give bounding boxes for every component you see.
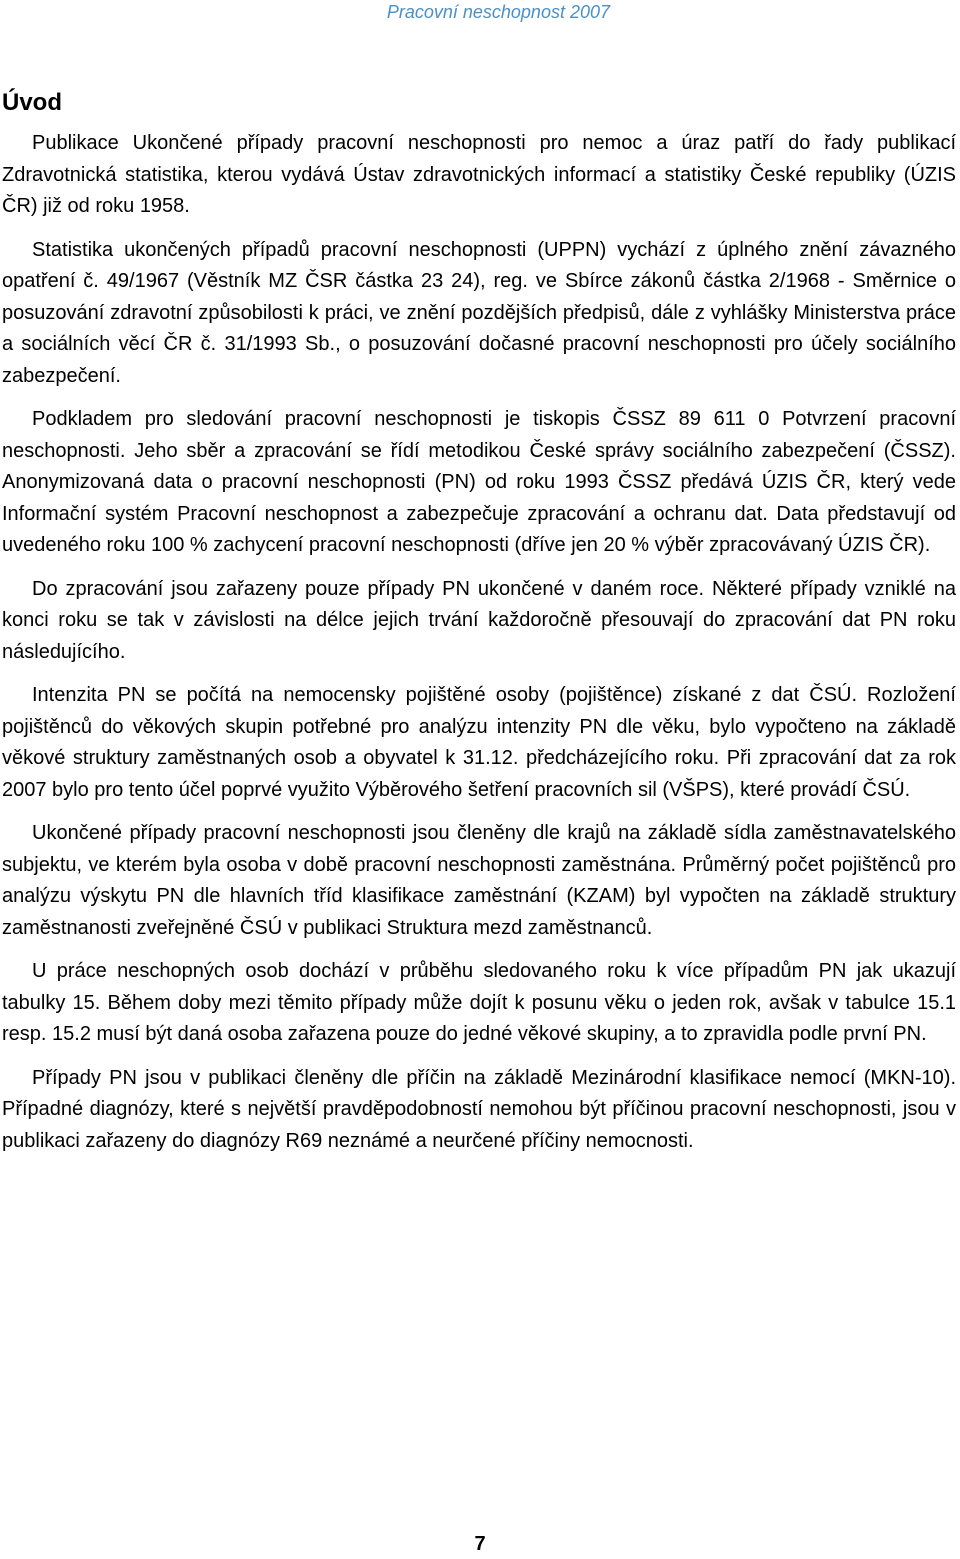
body-text <box>2 128 956 1169</box>
paragraph-processing-scope: Do zpracování jsou zařazeny pouze případy PN ukončené v daném roce. Některé případy vzniklé na konci roku se tak v závislosti na délce jejich trvání každoročně přesouvají do zpracování dat PN roku následujícího. <box>2 577 956 663</box>
paragraph-regional-breakdown: Ukončené případy pracovní neschopnosti jsou členěny dle krajů na základě sídla zaměstnavatelského subjektu, ve kterém byla osoba v době pracovní neschopnosti zaměstnána. Průměrný počet pojištěnců pro analýzu výskytu PN dle hlavních tříd klasifikace zaměstnání (KZAM) byl vypočten na základě struktury zaměstnanosti zveřejněné ČSÚ v publikaci Struktura mezd zaměstnanců. <box>2 822 956 939</box>
paragraph-intensity: Intenzita PN se počítá na nemocensky pojištěné osoby (pojištěnce) získané z dat ČSÚ. Rozložení pojištěnců do věkových skupin potřebné pro analýzu intenzity PN dle věku, bylo vypočteno na základě věkové struktury zaměstnaných osob a obyvatel k 31.12. předcházejícího roku. Při zpracování dat za rok 2007 bylo pro tento účel poprvé využito Výběrového šetření pracovních sil (VŠPS), které provádí ČSÚ. <box>2 684 956 801</box>
paragraph-age-groups: U práce neschopných osob dochází v průběhu sledovaného roku k více případům PN jak ukazují tabulky 15. Během doby mezi těmito případy může dojít k posunu věku o jeden rok, avšak v tabulce 15.1 resp. 15.2 musí být daná osoba zařazena pouze do jedné věkové skupiny, a to zpravidla podle první PN. <box>2 960 956 1045</box>
running-header-title: Pracovní neschopnost 2007 <box>386 2 610 22</box>
page-number: 7 <box>474 1533 486 1555</box>
paragraph-diagnoses: Případy PN jsou v publikaci členěny dle příčin na základě Mezinárodní klasifikace nemocí (MKN-10). Případné diagnózy, které s největší pravděpodobností nemohou být příčinou pracovní neschopnosti, jsou v publikaci zařazeny do diagnózy R69 neznámé a neurčené příčiny nemocnosti. <box>2 1066 956 1152</box>
paragraph-legal-basis: Statistika ukončených případů pracovní neschopnosti (UPPN) vychází z úplného znění závazného opatření č. 49/1967 (Věstník MZ ČSR částka 23 24), reg. ve Sbírce zákonů částka 2/1968 - Směrnice o posuzování zdravotní způsobilosti k práci, ve znění pozdějších předpisů, dále z vyhlášky Ministerstva práce a sociálních věcí ČR č. 31/1993 Sb., o posuzování dočasné pracovní neschopnosti pro účely sociálního zabezpečení. <box>2 238 956 387</box>
paragraph-data-source: Podkladem pro sledování pracovní neschopnosti je tiskopis ČSSZ 89 611 0 Potvrzení pracovní neschopnosti. Jeho sběr a zpracování se řídí metodikou České správy sociálního zabezpečení (ČSSZ). Anonymizovaná data o pracovní neschopnosti (PN) od roku 1993 ČSSZ předává ÚZIS ČR, který vede Informační systém Pracovní neschopnost a zabezpečuje zpracování a ochranu dat. Data představují od uvedeného roku 100 % zachycení pracovní neschopnosti (dříve jen 20 % výběr zpracovávaný ÚZIS ČR). <box>2 408 956 556</box>
section-title: Úvod <box>2 89 62 116</box>
paragraph-publication-intro: Publikace Ukončené případy pracovní neschopnosti pro nemoc a úraz patří do řady publikací Zdravotnická statistika, kterou vydává Ústav zdravotnických informací a statistiky České republiky (ÚZIS ČR) již od roku 1958. <box>2 132 956 217</box>
